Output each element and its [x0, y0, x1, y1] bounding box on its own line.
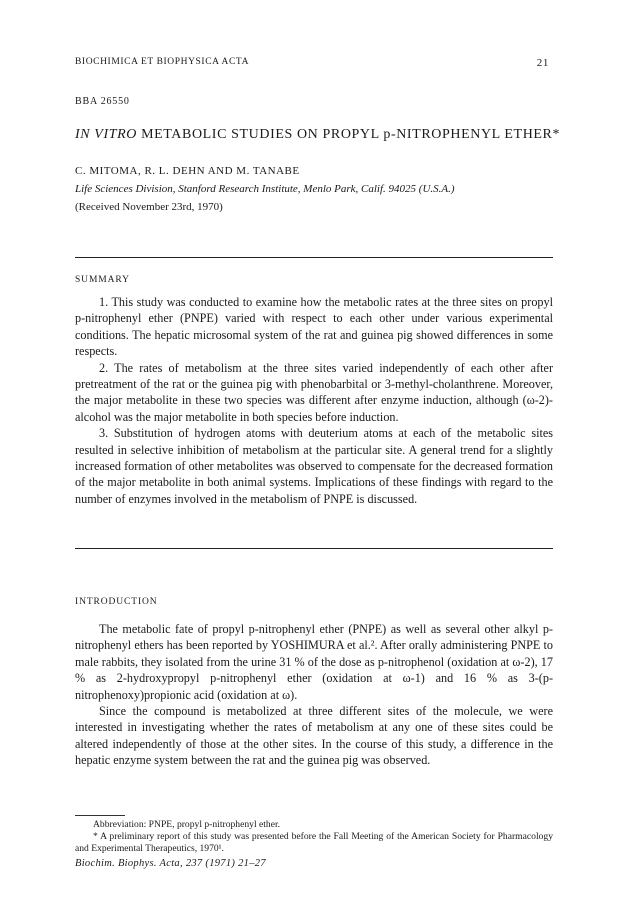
title-rest: METABOLIC STUDIES ON PROPYL p-NITROPHENYL ETHER*	[136, 127, 561, 142]
divider-top	[75, 257, 553, 258]
title-italic-part: IN VITRO	[75, 127, 137, 142]
affiliation: Life Sciences Division, Stanford Research Institute, Menlo Park, Calif. 94025 (U.S.A.)	[75, 183, 455, 195]
citation-footer: Biochim. Biophys. Acta, 237 (1971) 21–27	[75, 858, 266, 869]
introduction-paragraph: Since the compound is metabolized at three different sites of the molecule, we were interested in investigating whether the rates of metabolism at any one of these sites could be altered independently of those at the other sites. In the course of this study, a difference in the hepatic enzyme system between the rat and the guinea pig was observed.	[75, 704, 553, 768]
footnote-rule	[75, 815, 125, 816]
summary-section	[75, 294, 553, 507]
summary-paragraph: 2. The rates of metabolism at the three sites varied independently of each other after pretreatment of the rat or the guinea pig with phenobarbital or 3-methyl-cholanthrene. Moreover, the major metabolite in these two species was different after enzyme induction, although (ω-2)-alcohol was the major metabolite in both species before induction.	[75, 360, 553, 424]
article-id: BBA 26550	[75, 96, 130, 107]
journal-name: BIOCHIMICA ET BIOPHYSICA ACTA	[75, 57, 250, 67]
summary-paragraph: 1. This study was conducted to examine how the metabolic rates at the three sites on propyl p-nitrophenyl ether (PNPE) varied with respect to each other under various experimental conditions. The hepatic microsomal system of the rat and guinea pig showed differences in some respects.	[75, 295, 553, 359]
footnote: * A preliminary report of this study was presented before the Fall Meeting of the American Society for Pharmacology and Experimental Therapeutics, 1970¹.	[75, 831, 553, 854]
introduction-paragraph: The metabolic fate of propyl p-nitrophenyl ether (PNPE) as well as several other alkyl p-nitrophenyl ethers has been reported by YOSHIMURA et al.². After orally administering PNPE to male rabbits, they isolated from the urine 31 % of the dose as p-nitrophenol (oxidation at ω-2), 17 % as 2-hydroxypropyl p-nitrophenyl ether (oxidation at ω-1) and 16 % as 3-(p-nitrophenoxy)propionic acid (oxidation at ω).	[75, 622, 553, 702]
article-title	[75, 127, 561, 143]
introduction-heading: INTRODUCTION	[75, 597, 158, 607]
author-list: C. MITOMA, R. L. DEHN AND M. TANABE	[75, 165, 300, 177]
summary-heading: SUMMARY	[75, 275, 130, 285]
footnotes	[75, 819, 553, 855]
footnote: Abbreviation: PNPE, propyl p-nitrophenyl ether.	[93, 819, 281, 830]
received-date: (Received November 23rd, 1970)	[75, 201, 223, 213]
page-number: 21	[536, 57, 549, 69]
introduction-section	[75, 621, 553, 769]
divider-bottom	[75, 548, 553, 549]
summary-paragraph: 3. Substitution of hydrogen atoms with deuterium atoms at each of the metabolic sites resulted in selective inhibition of metabolism at the particular site. A general trend for a slightly increased formation of other metabolites was observed to compensate for the decreased formation of the major metabolite in both animal systems. Implications of these findings with regard to the number of enzymes involved in the metabolism of PNPE is discussed.	[75, 426, 553, 506]
